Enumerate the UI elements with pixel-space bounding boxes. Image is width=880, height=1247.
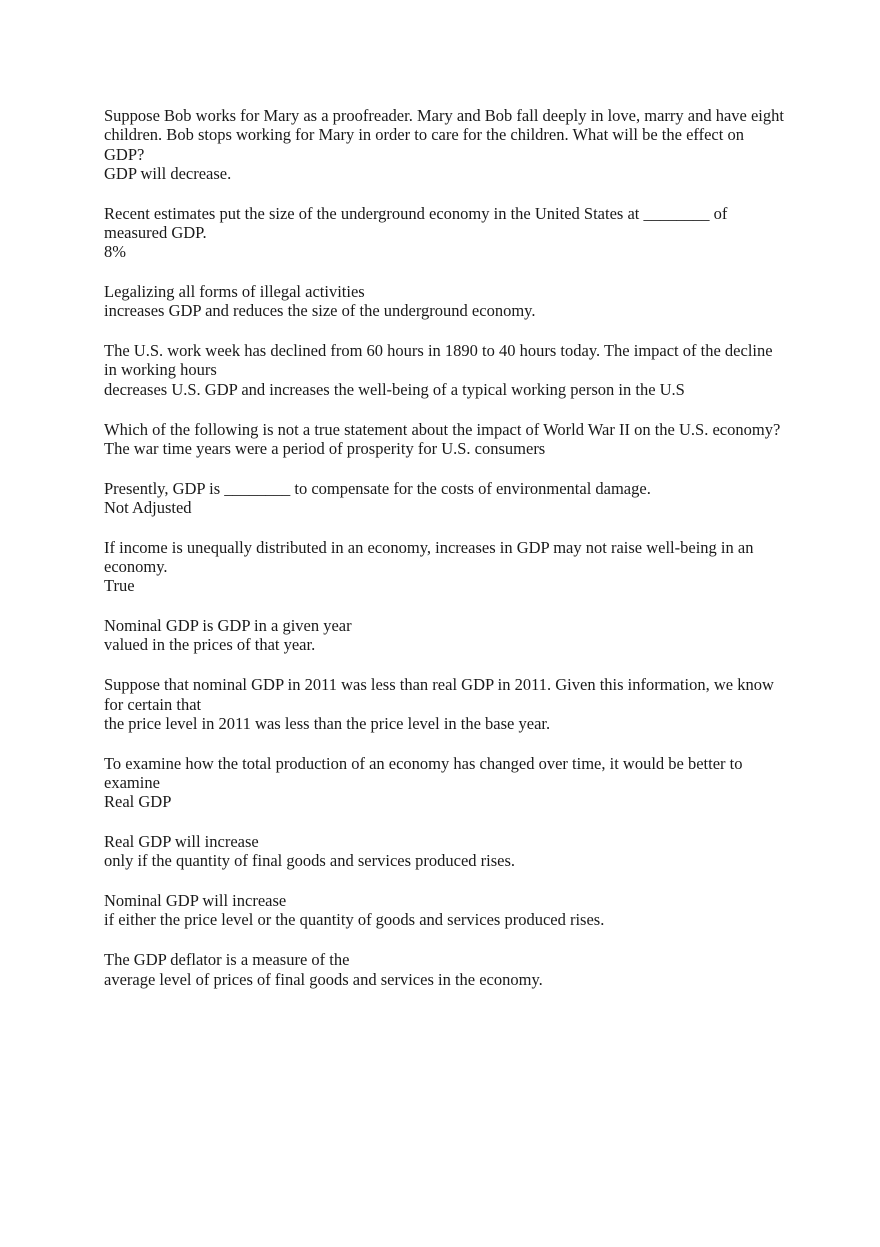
- question-text: The U.S. work week has declined from 60 hours in 1890 to 40 hours today. The impact of the decline in working hours: [104, 341, 777, 380]
- qa-item: [104, 420, 784, 459]
- question-text: Which of the following is not a true statement about the impact of World War II on the U.S. economy?: [104, 419, 781, 439]
- answer-text: GDP will decrease.: [104, 163, 232, 183]
- question-text: Suppose Bob works for Mary as a proofreader. Mary and Bob fall deeply in love, marry and have eight children. Bob stops working for Mary in order to care for the children. What will be the effect on GDP?: [104, 106, 789, 164]
- qa-item: [104, 282, 784, 321]
- answer-text: the price level in 2011 was less than the price level in the base year.: [104, 713, 551, 733]
- qa-item: [104, 479, 784, 518]
- answer-text: Real GDP: [104, 792, 172, 812]
- answer-text: increases GDP and reduces the size of the underground economy.: [104, 301, 536, 321]
- question-text: The GDP deflator is a measure of the: [104, 950, 350, 970]
- answer-text: valued in the prices of that year.: [104, 635, 316, 655]
- answer-text: decreases U.S. GDP and increases the well-being of a typical working person in the U.S: [104, 379, 685, 399]
- question-text: Recent estimates put the size of the underground economy in the United States at ________ of measured GDP.: [104, 203, 732, 242]
- qa-item: [104, 891, 784, 930]
- question-text: If income is unequally distributed in an economy, increases in GDP may not raise well-being in an economy.: [104, 537, 758, 577]
- question-text: Suppose that nominal GDP in 2011 was less than real GDP in 2011. Given this information, we know for certain that: [104, 675, 778, 714]
- qa-item: [104, 754, 784, 812]
- qa-item: [104, 106, 789, 183]
- qa-item: [104, 832, 784, 871]
- question-text: Legalizing all forms of illegal activities: [104, 282, 365, 302]
- answer-text: The war time years were a period of prosperity for U.S. consumers: [104, 438, 546, 458]
- answer-text: True: [104, 576, 135, 596]
- qa-item: [104, 204, 784, 262]
- answer-text: only if the quantity of final goods and services produced rises.: [104, 851, 516, 871]
- answer-text: average level of prices of final goods and services in the economy.: [104, 969, 543, 989]
- question-text: Nominal GDP is GDP in a given year: [104, 616, 352, 636]
- answer-text: 8%: [104, 242, 126, 262]
- answer-text: if either the price level or the quantity of goods and services produced rises.: [104, 910, 605, 930]
- document-page: [104, 106, 789, 1009]
- qa-item: [104, 538, 784, 596]
- answer-text: Not Adjusted: [104, 497, 192, 517]
- question-text: Real GDP will increase: [104, 832, 259, 852]
- qa-item: [104, 675, 784, 733]
- qa-item: [104, 341, 784, 399]
- qa-item: [104, 616, 784, 655]
- question-text: To examine how the total production of an economy has changed over time, it would be better to examine: [104, 753, 747, 792]
- question-text: Nominal GDP will increase: [104, 891, 287, 911]
- question-text: Presently, GDP is ________ to compensate for the costs of environmental damage.: [104, 478, 651, 498]
- qa-item: [104, 950, 784, 989]
